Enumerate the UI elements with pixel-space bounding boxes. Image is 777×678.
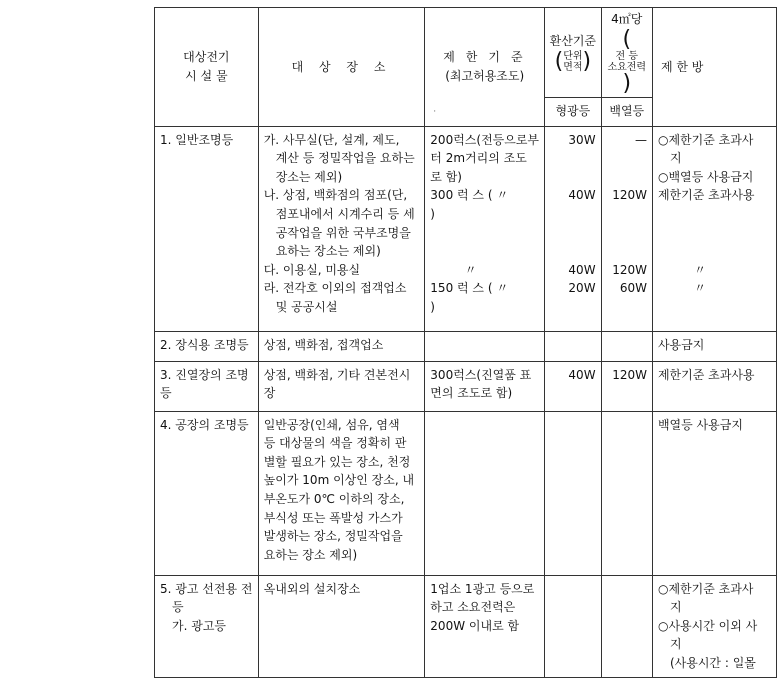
facility-cell: 1. 일반조명등 xyxy=(155,126,259,331)
table-row xyxy=(155,126,777,331)
limit-cell xyxy=(425,411,545,575)
table-row xyxy=(155,411,777,575)
fluorescent-cell: 40W xyxy=(545,361,601,411)
method-cell: ○제한기준 초과사 지 ○사용시간 이외 사 지 (사용시간 : 일몰 xyxy=(652,575,776,677)
table-row xyxy=(155,575,777,677)
method-cell: 제한기준 초과사용 xyxy=(652,361,776,411)
place-cell: 상점, 백화점, 접객업소 xyxy=(258,331,425,361)
header-incandescent: 백열등 xyxy=(601,97,652,126)
header-limit: 제 한 기 준 (최고허용조도) · xyxy=(425,8,545,127)
facility-cell: 2. 장식용 조명등 xyxy=(155,331,259,361)
regulation-table xyxy=(154,7,777,678)
fluorescent-cell xyxy=(545,411,601,575)
place-cell: 일반공장(인쇄, 섬유, 염색 등 대상물의 색을 정확히 판 별할 필요가 있는 장소, 천정 높이가 10m 이상인 장소, 내 부온도가 0℃ 이하의 장소, 부식성 또는 폭발성 가스가 발생하는 장소, 정밀작업을 요하는 장소 제외) xyxy=(258,411,425,575)
incandescent-cell xyxy=(601,575,652,677)
method-cell: ○제한기준 초과사 지 ○백열등 사용금지 제한기준 초과사용 〃 〃 xyxy=(652,126,776,331)
method-cell: 사용금지 xyxy=(652,331,776,361)
header-place: 대 상 장 소 xyxy=(258,8,425,127)
header-conversion: 환산기준 ( 단위 면적 ) xyxy=(545,8,601,98)
limit-cell: 1업소 1광고 등으로 하고 소요전력은 200W 이내로 함 xyxy=(425,575,545,677)
place-cell: 옥내외의 설치장소 xyxy=(258,575,425,677)
incandescent-cell xyxy=(601,331,652,361)
incandescent-cell xyxy=(601,411,652,575)
method-cell: 백열등 사용금지 xyxy=(652,411,776,575)
place-cell: 가. 사무실(단, 설계, 제도, 계산 등 정밀작업을 요하는 장소는 제외) 나. 상점, 백화점의 점포(단, 점포내에서 시계수리 등 세 공작업을 위한 국부조명을 요하는 장소는 제외) 다. 이용실, 미용실 라. 전각호 이외의 접객업소 및 공공시설 xyxy=(258,126,425,331)
limit-cell: 200럭스(전등으로부 터 2m거리의 조도 로 함) 300 럭 스 ( 〃 ) 〃 150 럭 스 ( 〃 ) xyxy=(425,126,545,331)
place-cell: 상점, 백화점, 기타 견본전시 장 xyxy=(258,361,425,411)
incandescent-cell: 120W xyxy=(601,361,652,411)
fluorescent-cell xyxy=(545,575,601,677)
limit-cell xyxy=(425,331,545,361)
incandescent-cell: — 120W 120W 60W xyxy=(601,126,652,331)
facility-cell: 3. 진열장의 조명 등 xyxy=(155,361,259,411)
fluorescent-cell xyxy=(545,331,601,361)
facility-cell: 5. 광고 선전용 전 등 가. 광고등 xyxy=(155,575,259,677)
table-row xyxy=(155,361,777,411)
limit-cell: 300럭스(진열품 표 면의 조도로 함) xyxy=(425,361,545,411)
header-facility: 대상전기 시 설 물 xyxy=(155,8,259,127)
fluorescent-cell: 30W 40W 40W 20W xyxy=(545,126,601,331)
header-fluorescent: 형광등 xyxy=(545,97,601,126)
header-method: 제 한 방 xyxy=(652,8,776,127)
table-row xyxy=(155,331,777,361)
facility-cell: 4. 공장의 조명등 xyxy=(155,411,259,575)
header-per-area: 4㎡당 ( 전 등 소요전력 ) xyxy=(601,8,652,98)
